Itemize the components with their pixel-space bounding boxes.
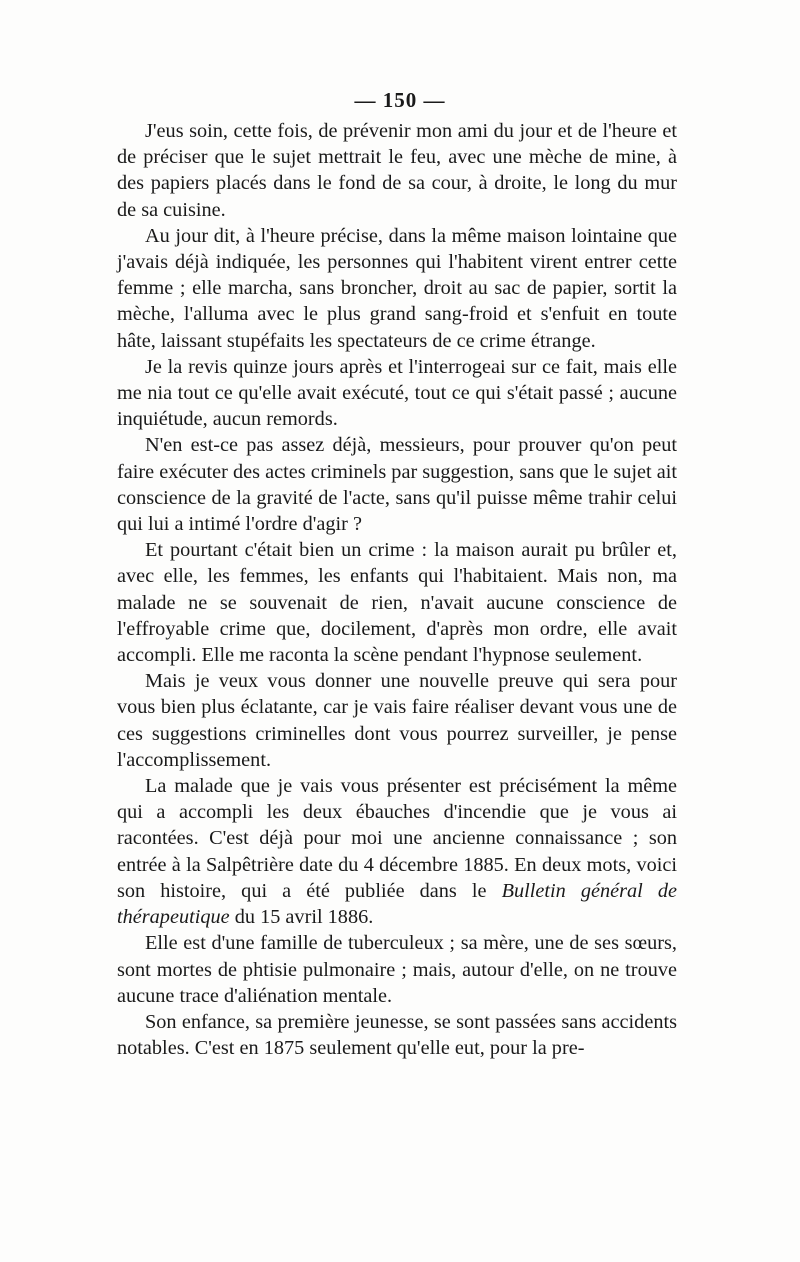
paragraph-8: Elle est d'une famille de tuberculeux ; sa mère, une de ses sœurs, sont mortes de phtisie pulmonaire ; mais, autour d'elle, on ne trouve aucune trace d'aliénation mentale. <box>117 932 677 1007</box>
paragraph-7-text-before: La malade que je vais vous présenter est précisément la même qui a accompli les deux ébauches d'incendie que je vous ai racontées. C'est déjà pour moi une ancienne connaissance ; son entrée à la Salpêtrière date du 4 décembre 1885. En deux mots, voici son histoire, qui a été publiée dans le <box>117 775 677 902</box>
body-text <box>117 118 677 1061</box>
paragraph-2: Au jour dit, à l'heure précise, dans la même maison lointaine que j'avais déjà indiquée, les personnes qui l'habitent virent entrer cette femme ; elle marcha, sans broncher, droit au sac de papier, sortit la mèche, l'alluma avec le plus grand sang-froid et s'enfuit en toute hâte, laissant stupéfaits les spectateurs de ce crime étrange. <box>117 224 677 352</box>
paragraph-3: Je la revis quinze jours après et l'interrogeai sur ce fait, mais elle me nia tout ce qu'elle avait exécuté, tout ce qui s'était passé ; aucune inquiétude, aucun remords. <box>117 355 677 431</box>
paragraph-7 <box>117 773 677 930</box>
paragraph-5: Et pourtant c'était bien un crime : la maison aurait pu brûler et, avec elle, les femmes, les enfants qui l'habitaient. Mais non, ma malade ne se souvenait de rien, n'avait aucune conscience de l'effroyable crime que, docilement, d'après mon ordre, elle avait accompli. Elle me raconta la scène pendant l'hypnose seulement. <box>117 539 677 667</box>
page-number: — 150 — <box>354 88 446 112</box>
paragraph-9: Son enfance, sa première jeunesse, se sont passées sans accidents notables. C'est en 1875 seulement qu'elle eut, pour la pre- <box>117 1010 677 1060</box>
paragraph-7-text-after: du 15 avril 1886. <box>229 906 374 929</box>
paragraph-1: J'eus soin, cette fois, de prévenir mon ami du jour et de l'heure et de préciser que le sujet mettrait le feu, avec une mèche de mine, à des papiers placés dans le fond de sa cour, à droite, le long du mur de sa cuisine. <box>117 120 677 221</box>
paragraph-4: N'en est-ce pas assez déjà, messieurs, pour prouver qu'on peut faire exécuter des actes criminels par suggestion, sans que le sujet ait conscience de la gravité de l'acte, sans qu'il puisse même trahir celui qui lui a intimé l'ordre d'agir ? <box>117 434 677 536</box>
journal-title: Bulletin général de thérapeutique <box>117 879 677 929</box>
paragraph-6: Mais je veux vous donner une nouvelle preuve qui sera pour vous bien plus éclatante, car je vais faire réaliser devant vous une de ces suggestions criminelles dont vous pourrez surveiller, je pense l'accomplissement. <box>117 670 677 771</box>
